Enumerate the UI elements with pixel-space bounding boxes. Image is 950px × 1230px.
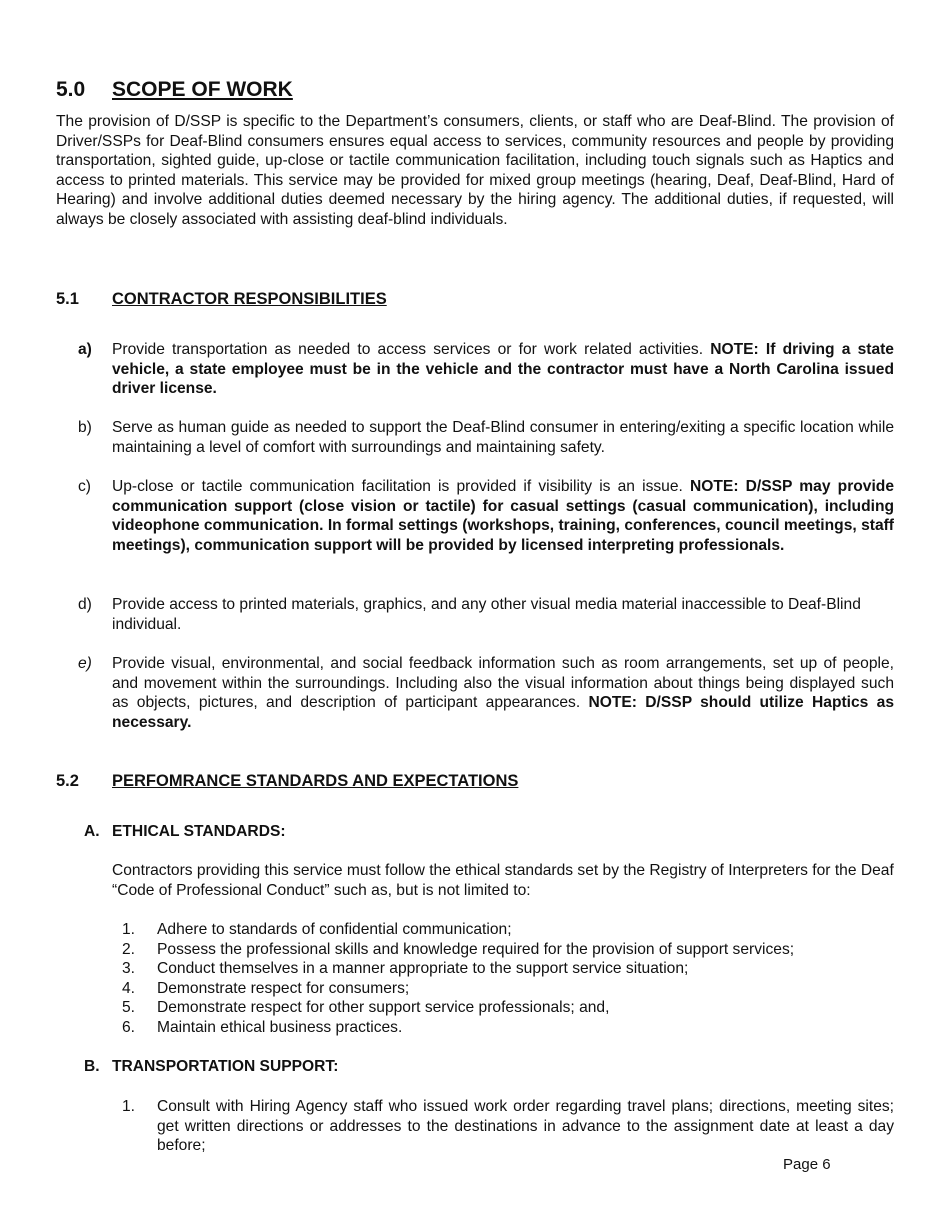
item-label: d)	[78, 596, 92, 613]
section-heading-5-2	[56, 771, 896, 791]
section-number: 5.0	[56, 78, 86, 101]
list-text: Possess the professional skills and knowledge required for the provision of support services;	[157, 940, 795, 958]
subsection-heading-b	[56, 1057, 896, 1077]
item-text: Provide transportation as needed to access services or for work related activities.	[112, 341, 711, 358]
subsection-label: B.	[84, 1058, 100, 1075]
list-item	[112, 1097, 894, 1156]
list-item	[112, 940, 896, 960]
subsection-heading-a	[56, 822, 896, 842]
list-number: 1.	[122, 1098, 136, 1115]
section-title: PERFOMRANCE STANDARDS AND EXPECTATIONS	[112, 772, 519, 790]
section-heading-5-1	[56, 289, 896, 309]
list-item	[112, 959, 896, 979]
list-item	[112, 1018, 896, 1038]
list-item	[112, 920, 896, 940]
item-note: NOTE: D/SSP should utilize Haptics as necessary.	[112, 694, 895, 731]
section-heading-5-0	[56, 77, 896, 103]
item-label: e)	[78, 655, 92, 672]
section-title: SCOPE OF WORK	[112, 78, 293, 101]
item-label: c)	[78, 478, 91, 495]
page-number: Page 6	[783, 1156, 831, 1173]
list-number: 4.	[122, 979, 136, 997]
ethical-intro: Contractors providing this service must follow the ethical standards set by the Registry of Interpreters for the Deaf “Code of Professional Conduct” such as, but is not limited to:	[112, 862, 894, 899]
subsection-label: A.	[84, 823, 100, 840]
subsection-title: TRANSPORTATION SUPPORT:	[112, 1058, 339, 1075]
responsibility-item	[0, 654, 894, 732]
item-note: NOTE: If driving a state vehicle, a state employee must be in the vehicle and the contractor must have a North Carolina issued driver license.	[112, 341, 894, 398]
section-title: CONTRACTOR RESPONSIBILITIES	[112, 290, 387, 308]
list-item	[112, 998, 896, 1018]
responsibility-item	[0, 340, 894, 399]
list-text: Demonstrate respect for other support service professionals; and,	[157, 999, 610, 1017]
ethical-list	[112, 920, 896, 1038]
list-text: Maintain ethical business practices.	[157, 1018, 403, 1036]
responsibility-item	[0, 477, 894, 555]
scope-paragraph: The provision of D/SSP is specific to the Department’s consumers, clients, or staff who are Deaf-Blind. The provision of Driver/SSPs for Deaf-Blind consumers ensures equal access to services, community resources and people by providing transportation, sighted guide, up-close or tactile communication facilitation, including touch signals such as Haptics and access to printed materials. This service may be provided for mixed group meetings (hearing, Deaf, Deaf-Blind, Hard of Hearing) and involve additional duties deemed necessary by the hiring agency. The additional duties, if requested, will always be closely associated with assisting deaf-blind individuals.	[56, 113, 894, 228]
item-text: Up-close or tactile communication facilitation is provided if visibility is an issue.	[112, 478, 690, 495]
responsibility-item	[0, 595, 894, 634]
list-text: Consult with Hiring Agency staff who issued work order regarding travel plans; directions, meeting sites; get written directions or addresses to the destinations in advance to the assignment date at least a day before;	[157, 1098, 894, 1155]
item-text: Serve as human guide as needed to support the Deaf-Blind consumer in entering/exiting a specific location while maintaining a level of comfort with surroundings and maintaining safety.	[112, 419, 894, 456]
item-label: a)	[78, 341, 92, 358]
list-text: Adhere to standards of confidential communication;	[157, 921, 512, 938]
item-text: Provide access to printed materials, graphics, and any other visual media material inaccessible to Deaf-Blind individual.	[112, 596, 861, 633]
transportation-list	[112, 1097, 894, 1156]
list-text: Demonstrate respect for consumers;	[157, 979, 410, 997]
item-label: b)	[78, 419, 92, 436]
section-number: 5.1	[56, 290, 79, 308]
list-number: 3.	[122, 960, 136, 978]
list-number: 6.	[122, 1018, 136, 1036]
responsibility-item	[0, 418, 894, 457]
item-note: NOTE: D/SSP may provide communication support (close vision or tactile) for casual settings (casual communication), including videophone communication. In formal settings (workshops, training, conferences, council meetings, staff meetings), communication support will be provided by licensed interpreting professionals.	[112, 478, 894, 554]
list-text: Conduct themselves in a manner appropriate to the support service situation;	[157, 960, 689, 978]
section-number: 5.2	[56, 772, 79, 790]
list-number: 1.	[122, 921, 136, 938]
list-number: 2.	[122, 940, 136, 958]
list-item	[112, 979, 896, 999]
list-number: 5.	[122, 999, 136, 1017]
subsection-title: ETHICAL STANDARDS:	[112, 823, 286, 840]
item-text: Provide visual, environmental, and social feedback information such as room arrangements, set up of people, and movement within the surroundings. Including also the visual information about things being displayed such as objects, pictures, and description of participant appearances.	[112, 655, 894, 712]
